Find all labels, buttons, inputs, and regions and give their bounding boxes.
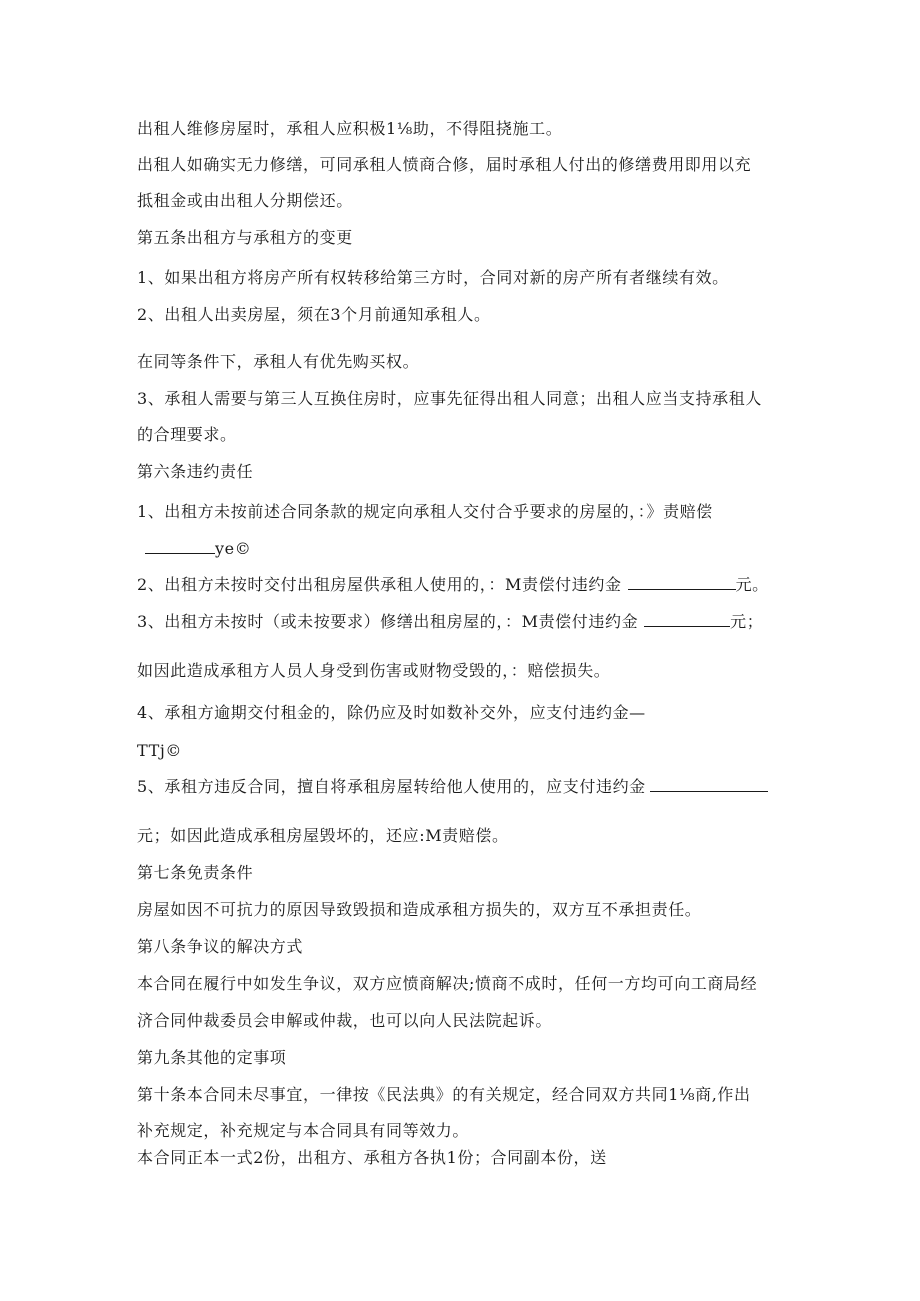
- clause-text: 5、承租方违反合同，擅自将承租房屋转给他人使用的，应支付违约金: [137, 777, 646, 796]
- clause-text: 2、出租方未按时交付出租房屋供承租人使用的，：M责偿付违约金: [137, 575, 622, 594]
- fill-in-blank: [628, 574, 736, 590]
- text-line: 如因此造成承租方人员人身受到伤害或财物受毁的，：赔偿损失。: [137, 661, 611, 680]
- text-line-with-blank: [137, 574, 769, 596]
- text-line: 4、承租方逾期交付租金的，除仍应及时如数补交外，应支付违约金—: [137, 703, 646, 722]
- fill-in-blank: [145, 538, 215, 554]
- text-line: 房屋如因不可抗力的原因导致毁损和造成承租方损失的，双方互不承担责任。: [137, 900, 702, 919]
- text-line-with-blank: [137, 776, 768, 798]
- text-line: 济合同仲裁委员会申解或仲裁，也可以向人民法院起诉。: [137, 1011, 553, 1030]
- text-line-with-blank: [137, 538, 251, 560]
- section-heading: 第七条免责条件: [137, 863, 254, 882]
- text-line: 1、出租方未按前述合同条款的规定向承租人交付合乎要求的房屋的，：》责赔偿: [137, 502, 713, 521]
- fill-in-blank: [650, 776, 768, 792]
- text-line: 2、出租人出卖房屋，须在3个月前通知承租人。: [137, 305, 491, 324]
- blank-suffix: 元；: [730, 612, 764, 631]
- text-line: 本合同正本一式2份，出租方、承租方各执1份；合同副本份，送: [137, 1148, 607, 1167]
- text-line: 元；如因此造成承租房屋毁坏的，还应:M责赔偿。: [137, 826, 509, 845]
- section-heading: 第八条争议的解决方式: [137, 937, 304, 956]
- text-line: TTj©: [137, 741, 183, 760]
- text-line: 本合同在履行中如发生争议，双方应愤商解决;愤商不成时，任何一方均可向工商局经: [137, 974, 758, 993]
- section-heading: 第六条违约责任: [137, 462, 254, 481]
- text-line: 在同等条件下，承租人有优先购买权。: [137, 352, 420, 371]
- fill-in-blank: [644, 611, 730, 627]
- blank-suffix: ye©: [215, 539, 252, 558]
- text-line: 1、如果出租方将房产所有权转移给第三方时，合同对新的房产所有者继续有效。: [137, 268, 729, 287]
- text-line-with-blank: [137, 611, 763, 633]
- text-line: 抵租金或由出租人分期偿还。: [137, 191, 353, 210]
- text-line: 出租人维修房屋时，承租人应积极1⅛助，不得阻挠施工。: [137, 119, 563, 138]
- text-line: 第十条本合同未尽事宜，一律按《民法典》的有关规定，经合同双方共同1⅛商,作出: [137, 1085, 751, 1104]
- text-line: 的合理要求。: [137, 425, 237, 444]
- section-heading: 第九条其他的定事项: [137, 1048, 287, 1067]
- section-heading: 第五条出租方与承租方的变更: [137, 228, 353, 247]
- clause-text: 3、出租方未按时（或未按要求）修缮出租房屋的，：M责偿付违约金: [137, 612, 639, 631]
- text-line: 出租人如确实无力修缮，可同承租人愤商合修，届时承租人付出的修缮费用即用以充: [137, 155, 752, 174]
- text-line: 3、承租人需要与第三人互换住房时，应事先征得出租人同意；出租人应当支持承租人: [137, 389, 762, 408]
- blank-suffix: 元。: [735, 575, 769, 594]
- text-line: 补充规定，补充规定与本合同具有同等效力。: [137, 1121, 470, 1140]
